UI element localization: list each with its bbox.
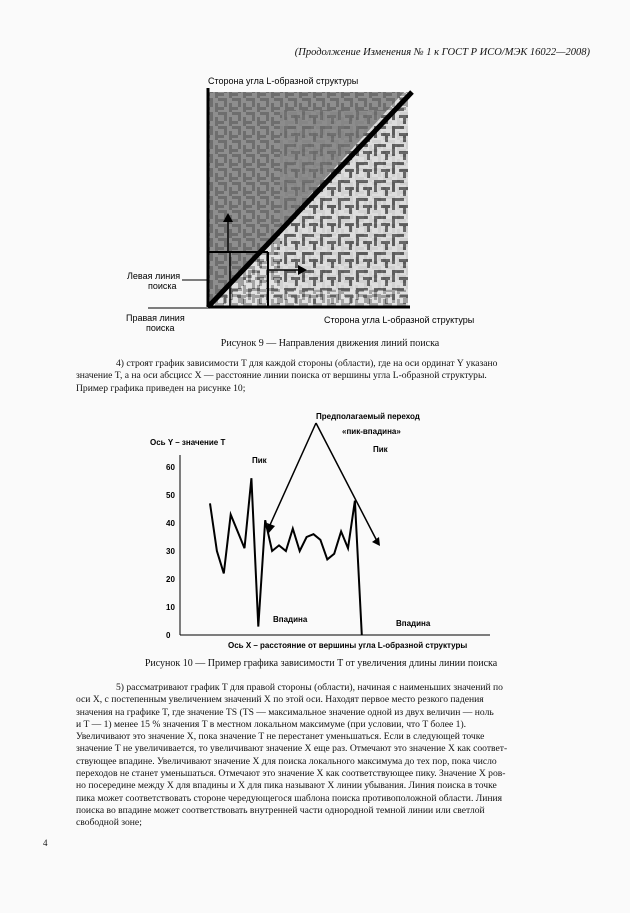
chart-title-line-1: Предполагаемый переход	[316, 412, 420, 421]
page-number: 4	[43, 838, 48, 848]
para5-line-10: пика может соответствовать стороне чередующегося шаблона поиска противоположной области. Линия	[76, 792, 503, 804]
para5-line-2: оси X, с постепенным увеличением значений X по этой оси. Находят первое место резкого падения	[76, 694, 484, 706]
y-tick-label: 20	[166, 575, 175, 584]
y-tick-label: 10	[166, 603, 175, 612]
figure-9-caption: Рисунок 9 — Направления движения линий поиска	[220, 338, 440, 349]
para5-line-3: значения на графике T, где значение TS (TS — максимальное значение одной из двух величин — ноль	[76, 706, 494, 718]
para4-line-2: значение T, а на оси абсцисс X — расстояние линии поиска от вершины угла L-образной структуры.	[76, 370, 487, 382]
para5-line-5: Увеличивают это значение X, пока значение T не перестанет уменьшаться. Если в следующей точке	[76, 731, 485, 743]
fig9-bottom-label: Сторона угла L-образной структуры	[324, 315, 475, 325]
transition-arrow-left	[270, 423, 316, 525]
page-header: (Продолжение Изменения № 1 к ГОСТ Р ИСО/МЭК 16022—2008)	[294, 47, 590, 58]
transition-arrow-right	[316, 423, 378, 543]
para5-line-11: поиска во впадине может соответствовать внутренней части однородной темной линии или светлой	[76, 804, 485, 816]
left-line-label-2: поиска	[148, 281, 177, 291]
fig9-top-label: Сторона угла L-образной структуры	[208, 76, 359, 86]
para5-line-6: значение T не увеличивается, то увеличивают значение X еще раз. Отмечают это значение X как соответ-	[76, 743, 508, 755]
para4-line-1: 4) строят график зависимости T для каждой стороны (области), где на оси ординат Y указано	[116, 358, 498, 369]
figure-9-diagram	[120, 70, 540, 345]
left-line-label-1: Левая линия	[127, 271, 181, 281]
right-line-label-1: Правая линия	[126, 313, 185, 323]
figure-10-caption: Рисунок 10 — Пример графика зависимости T от увеличения длины линии поиска	[144, 658, 498, 669]
para5-line-8: переходов не станет уменьшаться. Отмечают это значение X как соответствующее пику. Значение X ров-	[76, 768, 506, 780]
y-tick-label: 30	[166, 547, 175, 556]
para5-line-1: 5) рассматривают график T для правой стороны (области), начиная с наименьших значений по	[116, 682, 503, 693]
figure-10-chart	[140, 405, 520, 655]
series-line-T	[210, 478, 362, 635]
chart-ylabel: Ось Y – значение T	[150, 438, 226, 447]
para4-line-3: Пример графика приведен на рисунке 10;	[76, 382, 246, 394]
transition-arrowhead-left	[267, 523, 275, 534]
para5-line-9: но посередине между X для впадины и X для пика называют X линии убывания. Линия поиска в точке	[76, 780, 497, 792]
annotation-peak-2: Пик	[373, 445, 388, 454]
paragraph-5	[76, 682, 584, 830]
y-tick-label: 50	[166, 491, 175, 500]
para5-line-7: ствующее впадине. Увеличивают значение X для поиска локального максимума до тех пор, пока число	[76, 755, 497, 767]
y-tick-label: 0	[166, 631, 171, 640]
y-tick-label: 60	[166, 463, 175, 472]
chart-xlabel: Ось X – расстояние от вершины угла L-образной структуры	[228, 641, 468, 650]
right-line-label-2: поиска	[146, 323, 175, 333]
annotation-trough-2: Впадина	[396, 619, 431, 628]
para5-line-12: свободной зоне;	[76, 817, 142, 829]
annotation-trough-1: Впадина	[273, 615, 308, 624]
para5-line-4: и T — 1) менее 15 % значения T в местном локальном максимуме (при условии, что T более 1).	[76, 718, 467, 730]
annotation-peak-1: Пик	[252, 456, 267, 465]
paragraph-4	[76, 358, 584, 395]
chart-title-line-2: «пик-впадина»	[342, 427, 401, 436]
y-tick-label: 40	[166, 519, 175, 528]
